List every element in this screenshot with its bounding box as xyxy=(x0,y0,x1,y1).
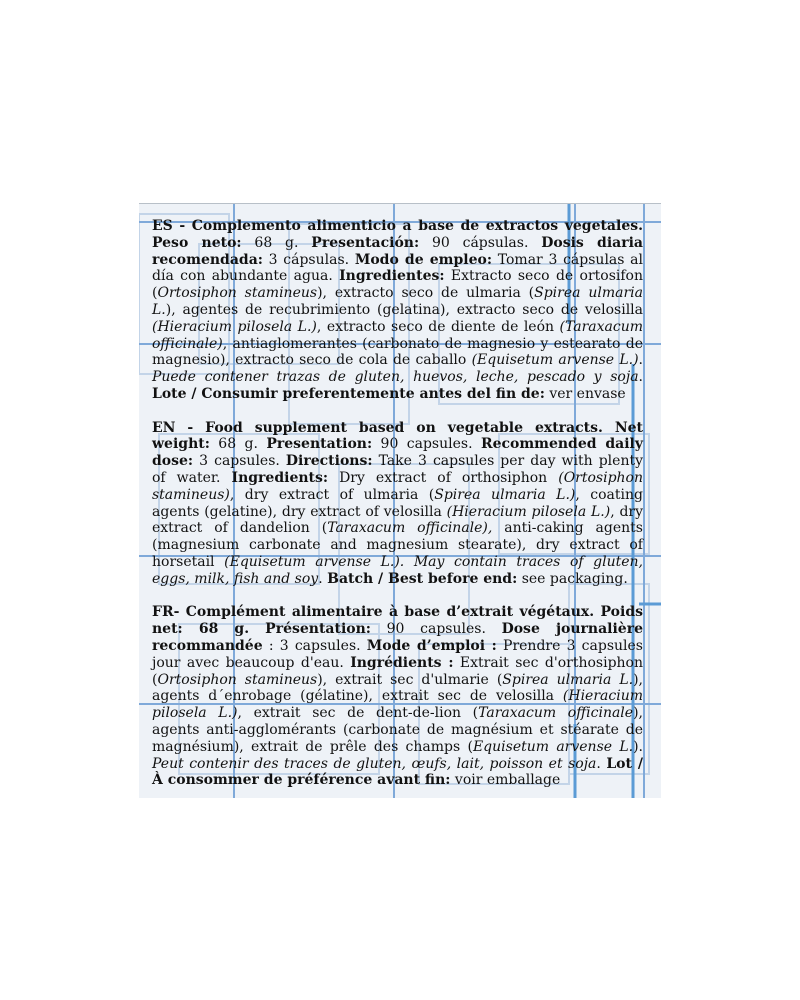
spanish-section: ES - Complemento alimenticio a base de extractos vegetales. Peso neto: 68 g. Presentación: 90 cápsulas. Dosis diaria recomendada: 3 cápsulas. Modo de empleo: Tomar 3 cápsulas al día con abundante agua. Ingredientes: Extracto seco de ortosifon (Ortosiphon stamineus), extracto seco de ulmaria (Spirea ulmaria L.), agentes de recubrimiento (gelatina), extracto seco de velosilla (Hieracium pilosela L.), extracto seco de diente de león (Taraxacum officinale), antiaglomerantes (carbonato de magnesio y estearato de magnesio), extracto seco de cola de caballo (Equisetum arvense L.). Puede contener trazas de gluten, huevos, leche, pescado y soja. Lote / Consumir preferentemente antes del fin de: ver envase xyxy=(152,218,644,402)
product-label-panel xyxy=(139,203,661,798)
label-text xyxy=(152,218,643,798)
french-section: FR- Complément alimentaire à base d’extrait végétaux. Poids net: 68 g. Présentation: 90 capsules. Dose journalière recommandée : 3 capsules. Mode d’emploi : Prendre 3 capsules jour avec beaucoup d'eau. Ingrédients : Extrait sec d'orthosiphon (Ortosiphon stamineus), extrait sec d'ulmarie (Spirea ulmaria L.), agents d´enrobage (gélatine), extrait sec de velosilla (Hieracium pilosela L.), extrait sec de dent-de-lion (Taraxacum officinale), agents anti-agglomérants (carbonate de magnésium et stéarate de magnésium), extrait de prêle des champs (Equisetum arvense L.). Peut contenir des traces de gluten, œufs, lait, poisson et soja. Lot / À consommer de préférence avant fin: voir emballage xyxy=(152,604,643,789)
english-section: EN - Food supplement based on vegetable extracts. Net weight: 68 g. Presentation: 90 capsules. Recommended daily dose: 3 capsules. Directions: Take 3 capsules per day with plenty of water. Ingredients: Dry extract of orthosiphon (Ortosiphon stamineus), dry extract of ulmaria (Spirea ulmaria L.), coating agents (gelatine), dry extract of velosilla (Hieracium pilosela L.), dry extract of dandelion (Taraxacum officinale), anti-caking agents (magnesium carbonate and magnesium stearate), dry extract of horsetail (Equisetum arvense L.). May contain traces of gluten, eggs, milk, fish and soy. Batch / Best before end: see packaging. xyxy=(152,419,644,587)
